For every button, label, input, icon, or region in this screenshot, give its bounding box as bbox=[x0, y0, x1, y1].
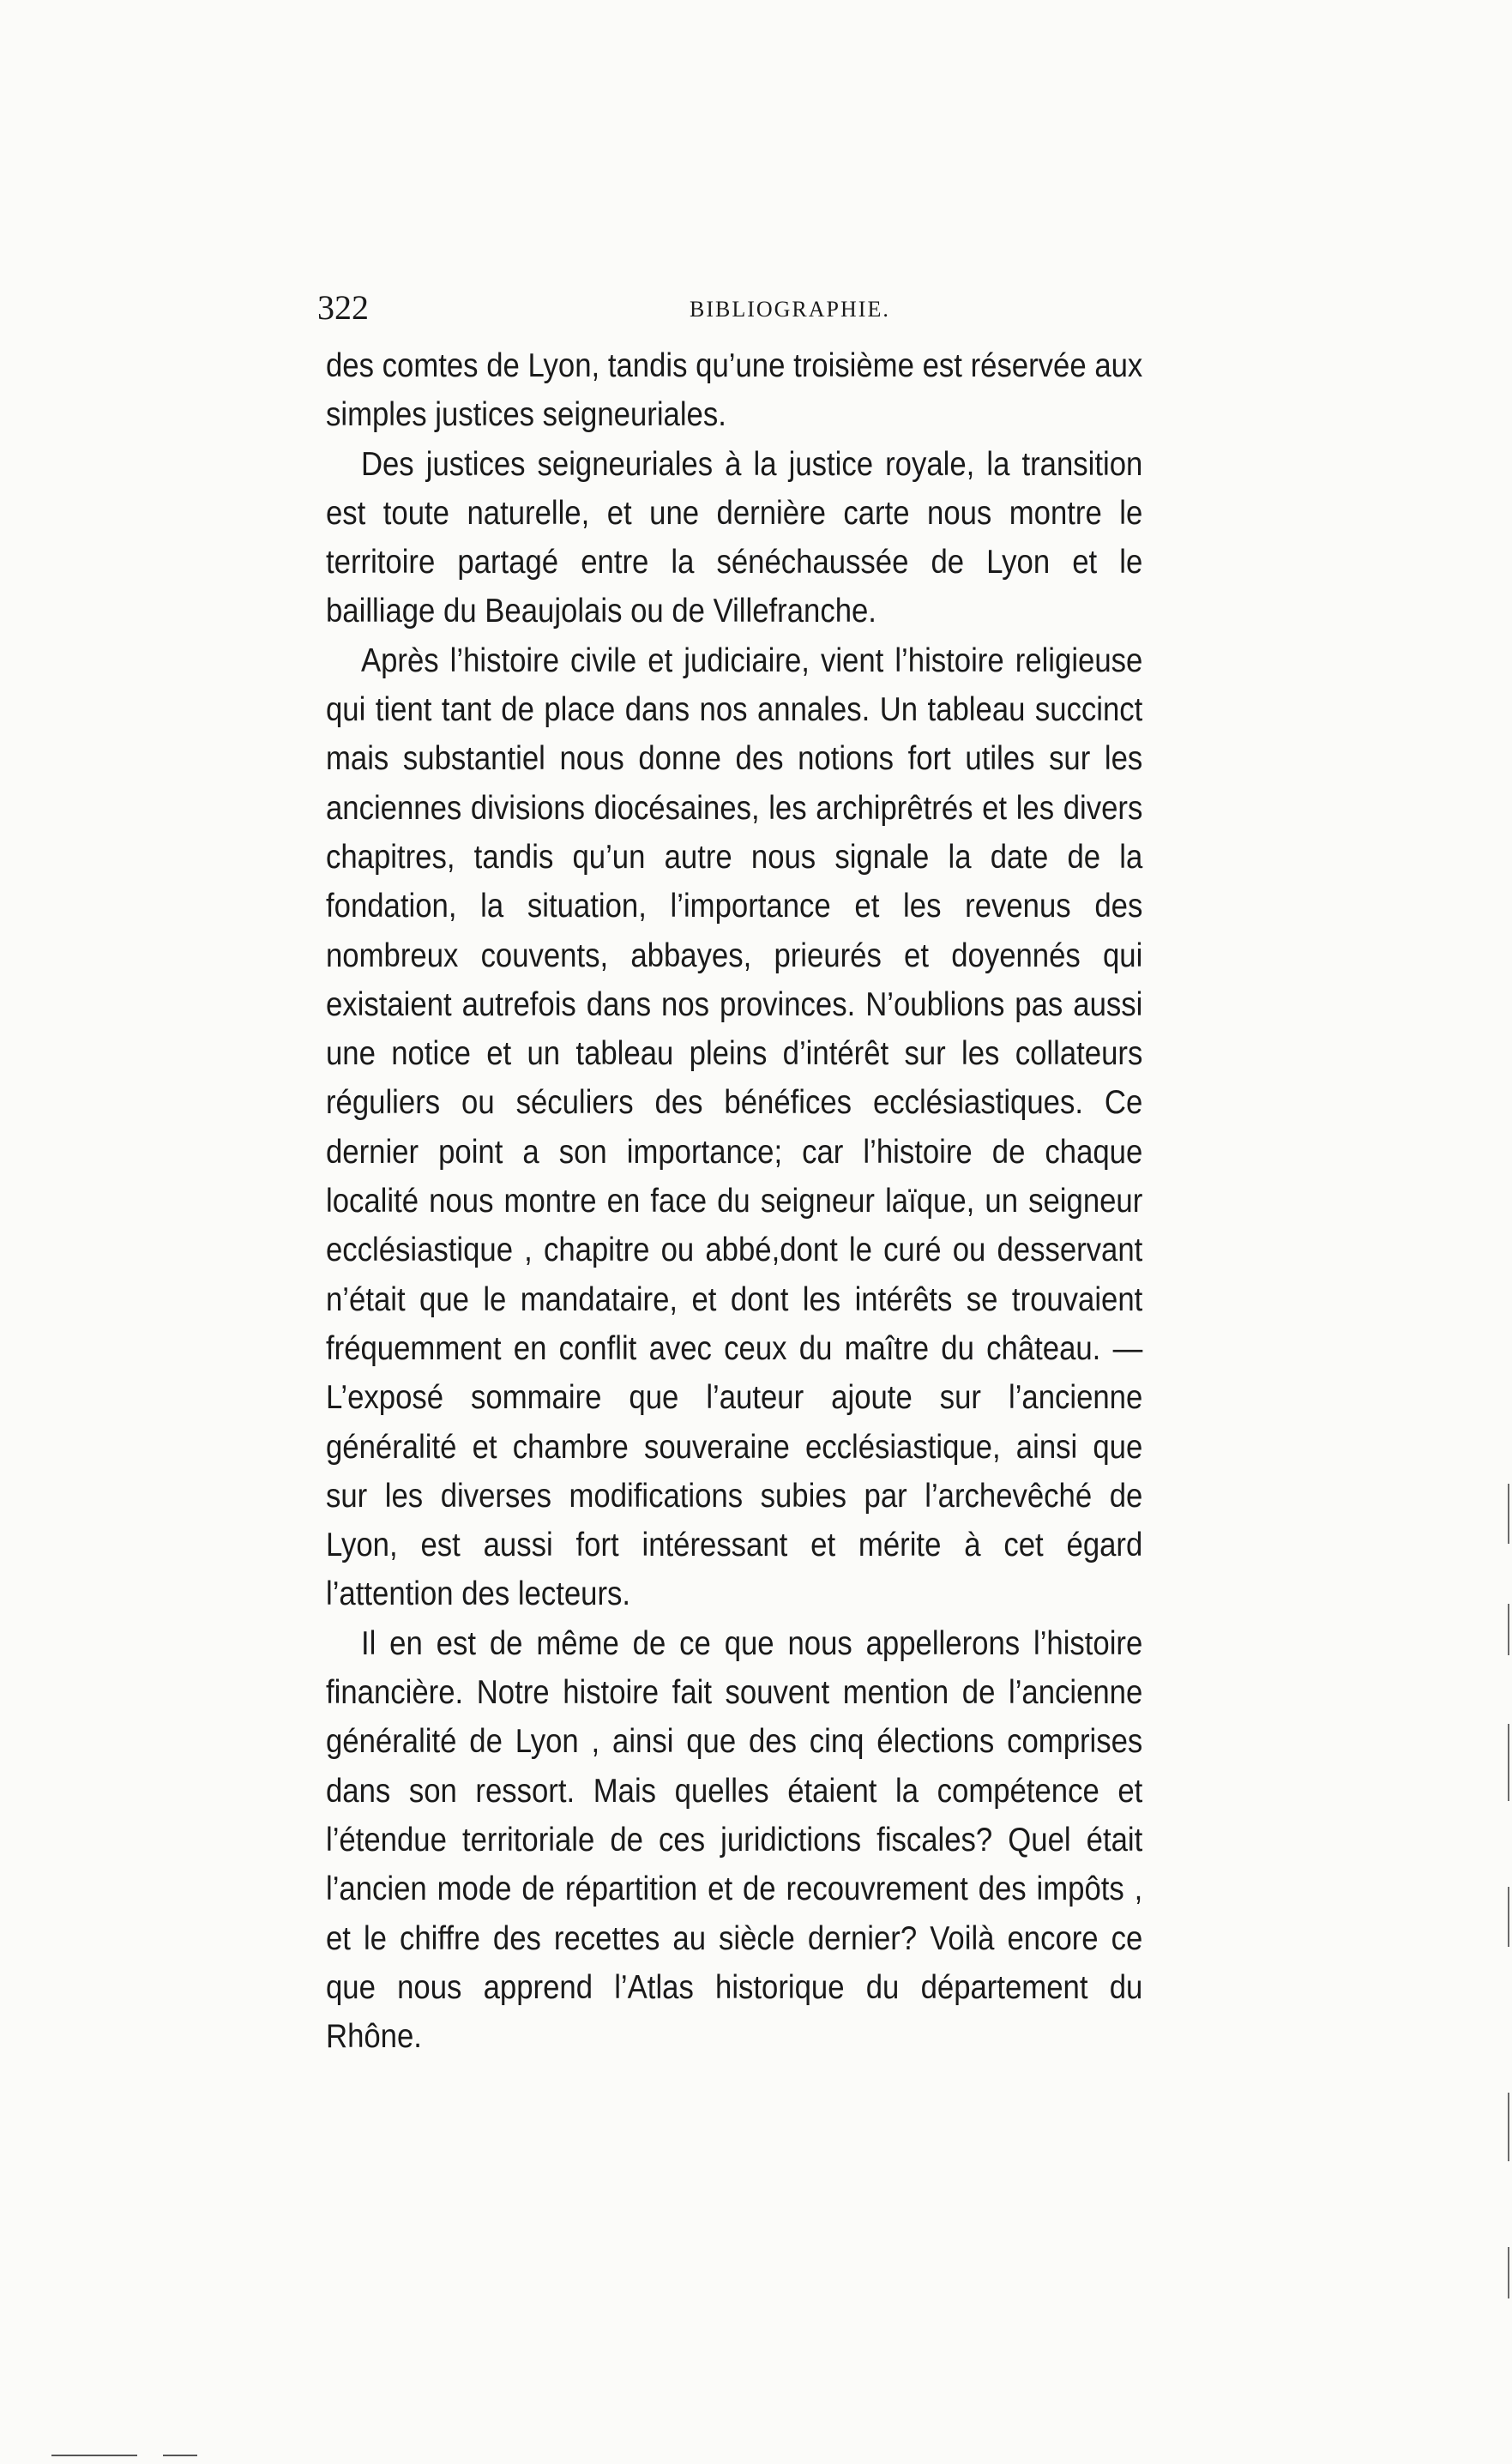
scan-artifact bbox=[1508, 1604, 1509, 1655]
paragraph-justice-royale: Des justices seigneuriales à la justice royale, la transition est toute naturelle, et une dernière carte nous montre le territoire partagé entre la sénéchaussée de Lyon et le bailliage du Beaujolais ou de Villefranche. bbox=[326, 445, 1143, 630]
scan-artifact bbox=[1508, 1887, 1509, 1947]
scan-artifact bbox=[163, 2455, 197, 2456]
scan-artifact bbox=[1508, 2247, 1509, 2298]
scan-artifact bbox=[1508, 1724, 1509, 1801]
scan-artifact bbox=[1508, 2093, 1509, 2161]
paragraph-continuation: des comtes de Lyon, tandis qu’une troisième est réservée aux simples justices seigneuriales. bbox=[326, 347, 1143, 434]
paragraph-histoire-financiere: Il en est de même de ce que nous appellerons l’histoire financière. Notre histoire fait souvent mention de l’ancienne généralité de Lyon , ainsi que des cinq élections comprises dans son ressort. Mais quelles étaient la compétence et l’étendue territoriale de ces juridictions fiscales? Quel était l’ancien mode de répartition et de recouvrement des impôts , et le chiffre des recettes au siècle dernier? Voilà encore ce que nous apprend l’Atlas historique du département du Rhône. bbox=[326, 1624, 1143, 2056]
page-header bbox=[317, 286, 1226, 338]
page-number: 322 bbox=[317, 288, 369, 327]
body-text bbox=[326, 341, 1142, 2061]
scan-artifact bbox=[51, 2455, 137, 2456]
scan-artifact bbox=[1508, 1484, 1509, 1544]
running-head: BIBLIOGRAPHIE. bbox=[690, 297, 890, 322]
paragraph-histoire-religieuse: Après l’histoire civile et judiciaire, vient l’histoire religieuse qui tient tant de place dans nos annales. Un tableau succinct mais substantiel nous donne des notions fort utiles sur les anciennes divisions diocésaines, les archiprêtrés et les divers chapitres, tandis qu’un autre nous signale la date de la fondation, la situation, l’importance et les revenus des nombreux couvents, abbayes, prieurés et doyennés qui existaient autrefois dans nos provinces. N’oublions pas aussi une notice et un tableau pleins d’intérêt sur les collateurs réguliers ou séculiers des bénéfices ecclésiastiques. Ce dernier point a son importance; car l’histoire de chaque localité nous montre en face du seigneur laïque, un seigneur ecclésiastique , chapitre ou abbé,dont le curé ou desservant n’était que le mandataire, et dont les intérêts se trouvaient fréquemment en conflit avec ceux du maître du château. — L’exposé sommaire que l’auteur ajoute sur l’ancienne généralité et chambre souveraine ecclésiastique, ainsi que sur les diverses modifications subies par l’archevêché de Lyon, est aussi fort intéressant et mérite à cet égard l’attention des lecteurs. bbox=[326, 642, 1143, 1613]
